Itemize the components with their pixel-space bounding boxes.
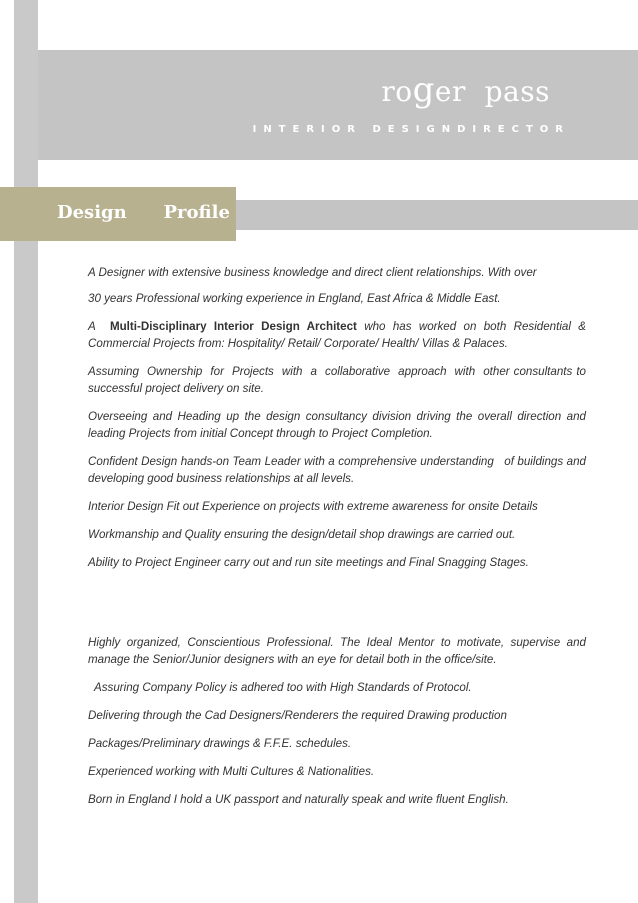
left-gray-stripe [14, 0, 38, 903]
profile-paragraph-14: Born in England I hold a UK passport and naturally speak and write fluent English. [88, 793, 509, 806]
section-title: Design Profile [57, 202, 230, 223]
left-margin-bar [0, 0, 38, 903]
name-part-2: g [412, 70, 435, 110]
profile-line-1a: A Designer with extensive business knowledge and direct client relationships. With over [88, 266, 537, 279]
name-part-1: ro [381, 75, 413, 108]
profile-line-1b: 30 years Professional working experience in England, East Africa & Middle East. [88, 292, 501, 305]
profile-paragraph-10: Assuring Company Policy is adhered too with High Standards of Protocol. [88, 681, 472, 694]
profile-paragraph-12: Packages/Preliminary drawings & F.F.E. schedules. [88, 737, 352, 750]
profile-paragraph-6: Interior Design Fit out Experience on projects with extreme awareness for onsite Details [88, 500, 538, 513]
profile-paragraph-11: Delivering through the Cad Designers/Renderers the required Drawing production [88, 709, 507, 722]
name-part-3: er pass [434, 75, 550, 108]
profile-paragraph-7: Workmanship and Quality ensuring the design/detail shop drawings are carried out. [88, 528, 516, 541]
profile-paragraph-5: Confident Design hands-on Team Leader with a comprehensive understanding of buildings and developing good business relationships at all levels. [88, 455, 590, 485]
p2-bold: Multi-Disciplinary Interior Design Architect [109, 320, 357, 333]
p2-suffix: who has worked on both Residential & Commercial Projects from: Hospitality/ Retail/ Corporate/ Health/ Villas & Palaces. [88, 320, 586, 350]
person-name [381, 70, 550, 110]
profile-content [88, 264, 590, 819]
profile-paragraph-9: Highly organized, Conscientious Professional. The Ideal Mentor to motivate, supervise and manage the Senior/Junior designers with an eye for detail both in the office/site. [88, 636, 586, 666]
profile-paragraph-8: Ability to Project Engineer carry out and run site meetings and Final Snagging Stages. [88, 556, 529, 569]
job-title: INTERIOR DESIGNDIRECTOR [252, 124, 570, 135]
profile-paragraph-2 [88, 318, 586, 352]
profile-paragraph-4: Overseeing and Heading up the design consultancy division driving the overall direction and leading Projects from initial Concept through to Project Completion. [88, 410, 586, 440]
p2-prefix: A [88, 320, 110, 333]
profile-paragraph-3: Assuming Ownership for Projects with a collaborative approach with other consultants to successful project delivery on site. [88, 365, 590, 395]
profile-paragraph-13: Experienced working with Multi Cultures & Nationalities. [88, 765, 375, 778]
spacer [88, 582, 586, 634]
